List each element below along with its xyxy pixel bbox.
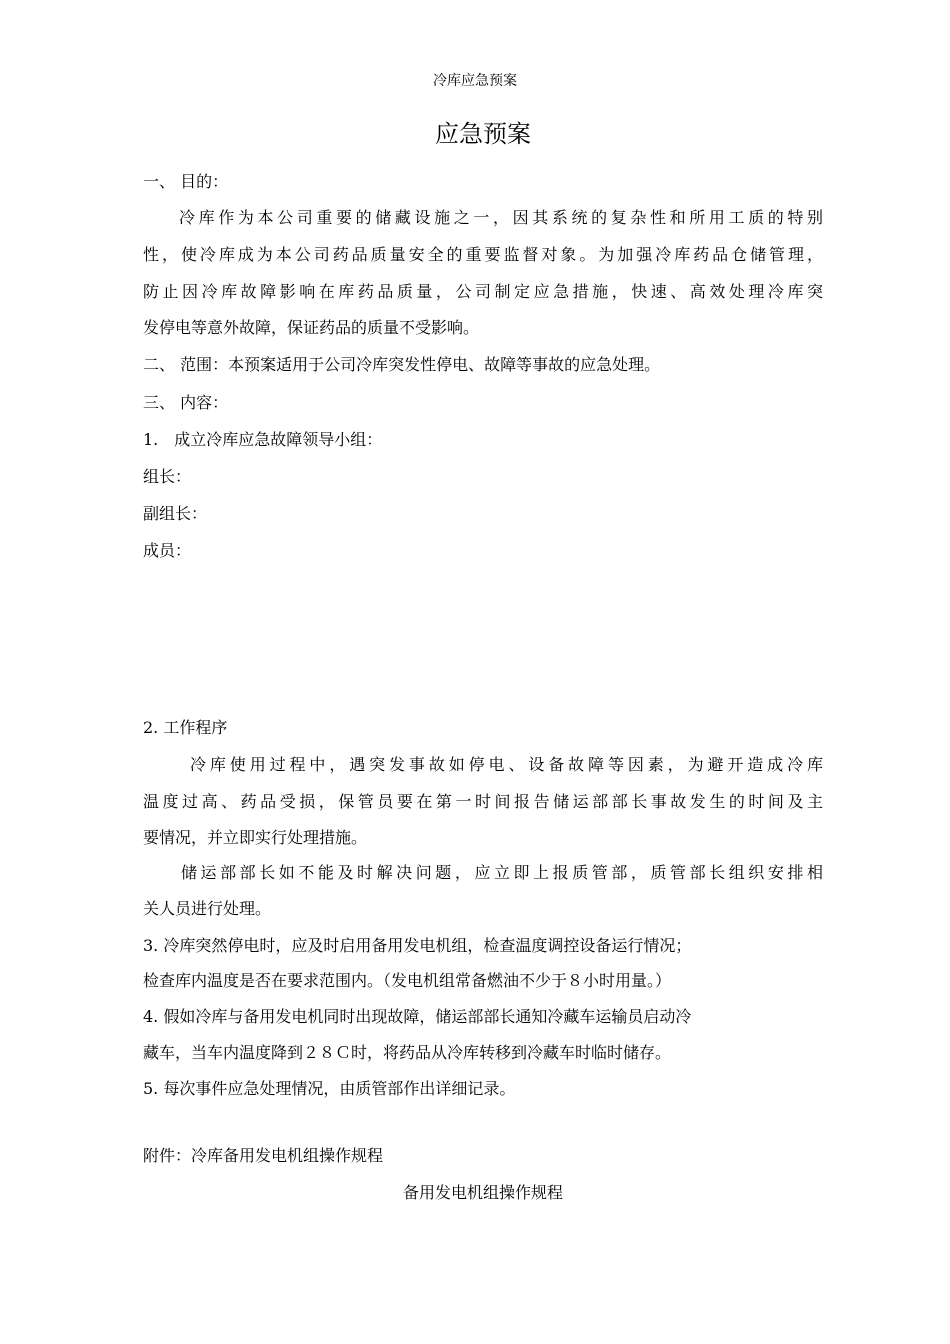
section-1-heading: 一、 目的：: [143, 172, 229, 191]
item-2-paragraph-line-1: 冷库使用过程中，遇突发事故如停电、设备故障等因素，为避开造成冷库: [190, 755, 823, 774]
item-4-line-2: 藏车，当车内温度降到２８Ｃ时，将药品从冷库转移到冷藏车时临时储存。: [143, 1043, 672, 1062]
section-1-paragraph-line-2: 性，使冷库成为本公司药品质量安全的重要监督对象。为加强冷库药品仓储管理，: [143, 245, 823, 264]
item-4-line-1: 4. 假如冷库与备用发电机同时出现故障，储运部部长通知冷藏车运输员启动冷: [143, 1007, 692, 1026]
section-1-paragraph-line-3: 防止因冷库故障影响在库药品质量，公司制定应急措施，快速、高效处理冷库突: [143, 282, 823, 301]
page-header: 冷库应急预案: [433, 73, 517, 89]
item-2-paragraph-line-3: 要情况，并立即实行处理措施。: [143, 828, 368, 847]
section-1-paragraph-line-4: 发停电等意外故障，保证药品的质量不受影响。: [143, 318, 480, 337]
item-2-heading: 2. 工作程序: [143, 718, 228, 737]
leader-label: 组长：: [143, 467, 192, 486]
item-2-paragraph-line-2: 温度过高、药品受损，保管员要在第一时间报告储运部部长事故发生的时间及主: [143, 792, 823, 811]
section-3-heading: 三、 内容：: [143, 393, 229, 412]
section-2-scope: 二、 范围：本预案适用于公司冷库突发性停电、故障等事故的应急处理。: [143, 355, 661, 374]
item-3-line-1: 3. 冷库突然停电时，应及时启用备用发电机组，检查温度调控设备运行情况；: [143, 936, 692, 955]
item-2-paragraph2-line-1: 储运部部长如不能及时解决问题，应立即上报质管部，质管部长组织安排相: [181, 863, 823, 882]
vice-leader-label: 副组长：: [143, 504, 208, 523]
item-5: 5. 每次事件应急处理情况，由质管部作出详细记录。: [143, 1079, 516, 1098]
appendix-title: 备用发电机组操作规程: [402, 1183, 563, 1202]
section-1-paragraph-line-1: 冷库作为本公司重要的储藏设施之一，因其系统的复杂性和所用工质的特别: [179, 208, 823, 227]
item-1-heading: 1. 成立冷库应急故障领导小组：: [143, 430, 383, 449]
item-2-paragraph2-line-2: 关人员进行处理。: [143, 899, 272, 918]
members-label: 成员：: [143, 541, 192, 560]
document-title: 应急预案: [435, 120, 531, 148]
item-3-line-2: 检查库内温度是否在要求范围内。（发电机组常备燃油不少于８小时用量。）: [143, 971, 672, 990]
appendix-label: 附件：冷库备用发电机组操作规程: [143, 1146, 384, 1165]
